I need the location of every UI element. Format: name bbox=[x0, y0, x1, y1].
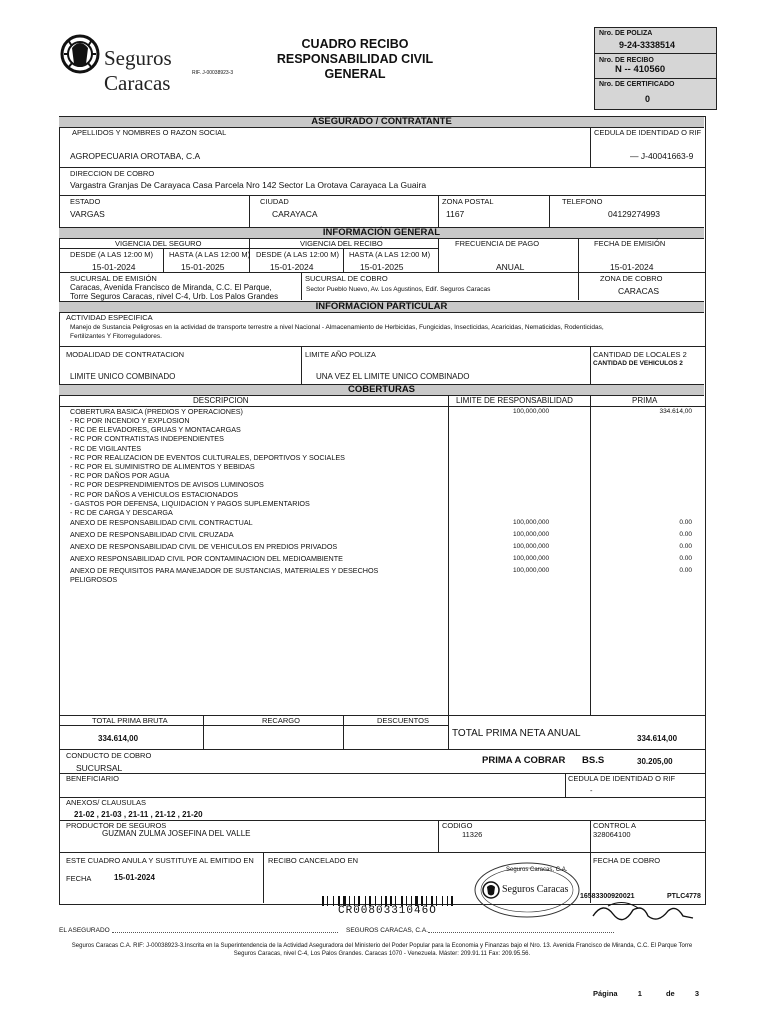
estado-value: VARGAS bbox=[70, 209, 105, 219]
coverage-limite: 100,000,000 bbox=[513, 555, 550, 562]
zona-postal-value: 1167 bbox=[446, 209, 465, 219]
seg-desde-value: 15-01-2024 bbox=[92, 262, 136, 272]
coverage-description: ANEXO DE REQUISITOS PARA MANEJADOR DE SUSTANCIAS, MATERIALES Y DESECHOS bbox=[70, 566, 379, 575]
conducto-label: CONDUCTO DE COBRO bbox=[66, 751, 152, 760]
cobrar-label: PRIMA A COBRAR bbox=[482, 755, 566, 766]
recibo-label: Nro. DE RECIBO bbox=[599, 57, 654, 64]
document-title bbox=[260, 37, 450, 82]
bruta-label: TOTAL PRIMA BRUTA bbox=[92, 716, 168, 725]
legal-line-1: Seguros Caracas C.A. RIF: J-00038923-3.Inscrita en la Superintendencia de la Actividad Aseguradora del Ministerio del Poder Popular para la Economia y Finanzas bajo el Nro. 13. Avenida Francisco de Miranda, C.C. El Parque Torre bbox=[71, 943, 693, 949]
fecha-value: 15-01-2024 bbox=[114, 873, 155, 882]
certificado-value: 0 bbox=[645, 94, 651, 104]
coverage-description: ANEXO DE RESPONSABILIDAD CIVIL CRUZADA bbox=[70, 530, 234, 539]
suc-cobro-value: Sector Pueblo Nuevo, Av. Los Agustinos, Edif. Seguros Caracas bbox=[306, 286, 491, 293]
title-line-3: GENERAL bbox=[324, 67, 386, 81]
coverage-prima: 0.00 bbox=[679, 555, 692, 562]
zona-cobro-label: ZONA DE COBRO bbox=[600, 274, 663, 283]
recibo-value: N -- 410560 bbox=[615, 64, 666, 75]
page-number: 1 bbox=[637, 989, 642, 998]
coverage-description: ANEXO DE RESPONSABILIDAD CIVIL CONTRACTUAL bbox=[70, 518, 253, 527]
coverage-description: - RC POR EL SUMINISTRO DE ALIMENTOS Y BEBIDAS bbox=[70, 462, 255, 471]
codigo-label: CODIGO bbox=[442, 821, 473, 830]
page-label: Página bbox=[593, 989, 618, 998]
bruta-value: 334.614,00 bbox=[98, 734, 139, 743]
company-stamp bbox=[472, 860, 582, 920]
coverage-prima: 0.00 bbox=[679, 531, 692, 538]
estado-label: ESTADO bbox=[70, 197, 101, 206]
coverage-description: - RC POR DAÑOS A VEHICULOS ESTACIONADOS bbox=[70, 490, 239, 499]
poliza-label: Nro. DE POLIZA bbox=[599, 30, 653, 37]
title-line-1: CUADRO RECIBO bbox=[301, 37, 409, 51]
neta-label: TOTAL PRIMA NETA ANUAL bbox=[452, 728, 581, 739]
stamp-name: Seguros Caracas bbox=[502, 884, 569, 895]
coverage-description: - RC POR CONTRATISTAS INDEPENDIENTES bbox=[70, 434, 224, 443]
ci-value: — J-40041663-9 bbox=[630, 151, 694, 161]
vig-recibo-label: VIGENCIA DEL RECIBO bbox=[300, 239, 383, 248]
company-logo bbox=[60, 30, 240, 95]
dir-value: Vargastra Granjas De Carayaca Casa Parcela Nro 142 Sector La Orotava Carayaca La Guaira bbox=[70, 180, 427, 190]
poliza-value: 9-24-3338514 bbox=[619, 40, 676, 50]
col-limite-header: LIMITE DE RESPONSABILIDAD bbox=[456, 396, 573, 405]
barcode-bar bbox=[322, 896, 324, 906]
rec-desde-label: DESDE (A LAS 12:00 M) bbox=[256, 250, 339, 259]
legal-footer bbox=[59, 942, 705, 958]
seg-hasta-label: HASTA (A LAS 12:00 M) bbox=[169, 250, 251, 259]
anexos-value: 21-02 , 21-03 , 21-11 , 21-12 , 21-20 bbox=[74, 810, 203, 819]
anexos-label: ANEXOS/ CLAUSULAS bbox=[66, 798, 147, 807]
control-value: 328064100 bbox=[593, 830, 631, 839]
actividad-label: ACTIVIDAD ESPECIFICA bbox=[66, 313, 153, 322]
actividad-line2: Fertilizantes Y Fitorreguladores. bbox=[70, 333, 162, 340]
freq-value: ANUAL bbox=[496, 262, 525, 272]
coverage-prima: 334.614,00 bbox=[659, 408, 692, 415]
productor-value: GUZMAN ZULMA JOSEFINA DEL VALLE bbox=[102, 829, 251, 838]
coverage-description: - RC POR DESPRENDIMIENTOS DE AVISOS LUMINOSOS bbox=[70, 480, 264, 489]
coverage-limite: 100,000,000 bbox=[513, 567, 550, 574]
coverage-limite: 100,000,000 bbox=[513, 543, 550, 550]
coverage-prima: 0.00 bbox=[679, 519, 692, 526]
recargo-label: RECARGO bbox=[262, 716, 300, 725]
rec-hasta-label: HASTA (A LAS 12:00 M) bbox=[349, 250, 431, 259]
barcode-bar bbox=[451, 896, 453, 906]
stamp-lion-icon bbox=[482, 880, 500, 900]
lion-logo-icon bbox=[60, 30, 100, 82]
policy-number-box bbox=[594, 27, 717, 110]
serial-number: 16583300920021 bbox=[580, 893, 635, 900]
coverage-description: - RC DE VIGILANTES bbox=[70, 444, 142, 453]
conducto-value: SUCURSAL bbox=[76, 763, 123, 773]
cobrar-currency: BS.S bbox=[582, 755, 605, 766]
legal-line-2: Seguros Caracas, nivel C-4, Los Palos Grandes. Caracas 1070 - Venezuela. Máster: 209.91.11 Fax: 209.95.56. bbox=[233, 951, 531, 957]
section-general: INFORMACIÓN GENERAL bbox=[59, 227, 704, 239]
productor-label: PRODUCTOR DE SEGUROS bbox=[66, 821, 167, 830]
ci-label: CEDULA DE IDENTIDAD O RIF bbox=[594, 128, 702, 137]
coverage-description: - RC POR INCENDIO Y EXPLOSION bbox=[70, 416, 190, 425]
vig-seguro-label: VIGENCIA DEL SEGURO bbox=[115, 239, 202, 248]
barcode-bar bbox=[333, 896, 334, 906]
col-desc-header: DESCRIPCION bbox=[193, 396, 249, 405]
receipt-barcode bbox=[322, 896, 464, 918]
coverage-description: ANEXO DE RESPONSABILIDAD CIVIL DE VEHICULOS EN PREDIOS PRIVADOS bbox=[70, 542, 338, 551]
suc-emision-line2: Torre Seguros Caracas, nivel C-4, Urb. Los Palos Grandes bbox=[70, 292, 279, 301]
limite-value: UNA VEZ EL LIMITE UNICO COMBINADO bbox=[316, 372, 470, 381]
coverage-prima: 0.00 bbox=[679, 543, 692, 550]
ciudad-label: CIUDAD bbox=[260, 197, 289, 206]
suc-emision-label: SUCURSAL DE EMISIÓN bbox=[70, 274, 157, 283]
descuentos-label: DESCUENTOS bbox=[377, 716, 429, 725]
coverage-limite: 100,000,000 bbox=[513, 408, 550, 415]
name-value: AGROPECUARIA OROTABA, C.A bbox=[70, 151, 201, 161]
suc-cobro-label: SUCURSAL DE COBRO bbox=[305, 274, 388, 283]
page-total: 3 bbox=[694, 989, 699, 998]
certificado-label: Nro. DE CERTIFICADO bbox=[599, 81, 675, 88]
stamp-top-text: Seguros Caracas, C.A. bbox=[506, 867, 568, 873]
fecha-cobro-label: FECHA DE COBRO bbox=[593, 856, 661, 865]
seg-hasta-value: 15-01-2025 bbox=[181, 262, 225, 272]
modalidad-value: LIMITE UNICO COMBINADO bbox=[70, 372, 176, 381]
coverage-description: - GASTOS POR DEFENSA, LIQUIDACION Y PAGOS SUPLEMENTARIOS bbox=[70, 499, 310, 508]
section-particular: INFORMACION PARTICULAR bbox=[59, 301, 704, 313]
signature-icon bbox=[588, 896, 698, 926]
coverage-prima: 0.00 bbox=[679, 567, 692, 574]
barcode-bar bbox=[442, 896, 443, 906]
anula-label: ESTE CUADRO ANULA Y SUSTITUYE AL EMITIDO EN bbox=[66, 856, 254, 865]
barcode-text: CR0080331046O bbox=[338, 905, 437, 917]
rec-hasta-value: 15-01-2025 bbox=[360, 262, 404, 272]
telefono-label: TELEFONO bbox=[562, 197, 603, 206]
coverage-description: ANEXO RESPONSABILIDAD CIVIL POR CONTAMINACION DEL MEDIOAMBIENTE bbox=[70, 554, 343, 563]
coverage-description: - RC DE CARGA Y DESCARGA bbox=[70, 508, 173, 517]
ptlc-code: PTLC4778 bbox=[667, 893, 701, 900]
ciudad-value: CARAYACA bbox=[272, 209, 318, 219]
codigo-value: 11326 bbox=[462, 830, 483, 839]
coverage-description: COBERTURA BASICA (PREDIOS Y OPERACIONES) bbox=[70, 407, 243, 416]
emision-label: FECHA DE EMISIÓN bbox=[594, 239, 666, 248]
zona-cobro-value: CARACAS bbox=[618, 286, 660, 296]
company-rif: RIF. J-00038923-3 bbox=[192, 70, 234, 76]
page-indicator bbox=[593, 989, 699, 998]
asegurado-signature-label: EL ASEGURADO bbox=[59, 927, 110, 934]
suc-emision-line1: Caracas, Avenida Francisco de Miranda, C.C. El Parque, bbox=[70, 283, 272, 292]
telefono-value: 04129274993 bbox=[608, 209, 661, 219]
col-prima-header: PRIMA bbox=[632, 396, 658, 405]
fecha-label: FECHA bbox=[66, 874, 92, 883]
ci-benef-label: CEDULA DE IDENTIDAD O RIF bbox=[568, 774, 676, 783]
barcode-bar bbox=[327, 896, 328, 906]
coverage-description: - RC POR DAÑOS POR AGUA bbox=[70, 471, 170, 480]
company-name: Seguros Caracas bbox=[104, 46, 172, 95]
barcode-bar bbox=[447, 896, 448, 906]
cancelado-label: RECIBO CANCELADO EN bbox=[268, 856, 359, 865]
freq-label: FRECUENCIA DE PAGO bbox=[455, 239, 540, 248]
vehiculos-label: CANTIDAD DE VEHICULOS 2 bbox=[593, 360, 683, 367]
limite-label: LIMITE AÑO POLIZA bbox=[305, 350, 376, 359]
beneficiario-label: BENEFICIARIO bbox=[66, 774, 119, 783]
modalidad-label: MODALIDAD DE CONTRATACION bbox=[66, 350, 185, 359]
seg-desde-label: DESDE (A LAS 12:00 M) bbox=[70, 250, 153, 259]
actividad-line1: Manejo de Sustancia Peligrosas en la actividad de transporte terrestre a nivel Nacional - Almacenamiento de Herbicidas, Fungicidas, Insecticidas, Acaricidas, Nematicidas, Rodenticidas, bbox=[70, 324, 604, 331]
title-line-2: RESPONSABILIDAD CIVIL bbox=[276, 52, 434, 66]
ci-benef-value: - bbox=[590, 786, 593, 795]
coverage-limite: 100,000,000 bbox=[513, 519, 550, 526]
zona-postal-label: ZONA POSTAL bbox=[442, 197, 494, 206]
control-label: CONTROL A bbox=[593, 821, 637, 830]
section-coberturas: COBERTURAS bbox=[59, 384, 704, 396]
emision-value: 15-01-2024 bbox=[610, 262, 654, 272]
cobrar-value: 30.205,00 bbox=[637, 757, 673, 766]
locales-label: CANTIDAD DE LOCALES 2 bbox=[593, 350, 687, 359]
name-label: APELLIDOS Y NOMBRES O RAZON SOCIAL bbox=[72, 128, 227, 137]
coverage-description: - RC DE ELEVADORES, GRUAS Y MONTACARGAS bbox=[70, 425, 241, 434]
coverage-description: - RC POR REALIZACION DE EVENTOS CULTURALES, DEPORTIVOS Y SOCIALES bbox=[70, 453, 345, 462]
page-de: de bbox=[665, 989, 675, 998]
coverage-description: PELIGROSOS bbox=[70, 575, 118, 584]
coverage-limite: 100,000,000 bbox=[513, 531, 550, 538]
section-asegurado: ASEGURADO / CONTRATANTE bbox=[59, 116, 704, 128]
seguros-signature-label: SEGUROS CARACAS, C.A. bbox=[346, 927, 428, 934]
rec-desde-value: 15-01-2024 bbox=[270, 262, 314, 272]
neta-value: 334.614,00 bbox=[637, 734, 678, 743]
dir-label: DIRECCION DE COBRO bbox=[70, 169, 155, 178]
